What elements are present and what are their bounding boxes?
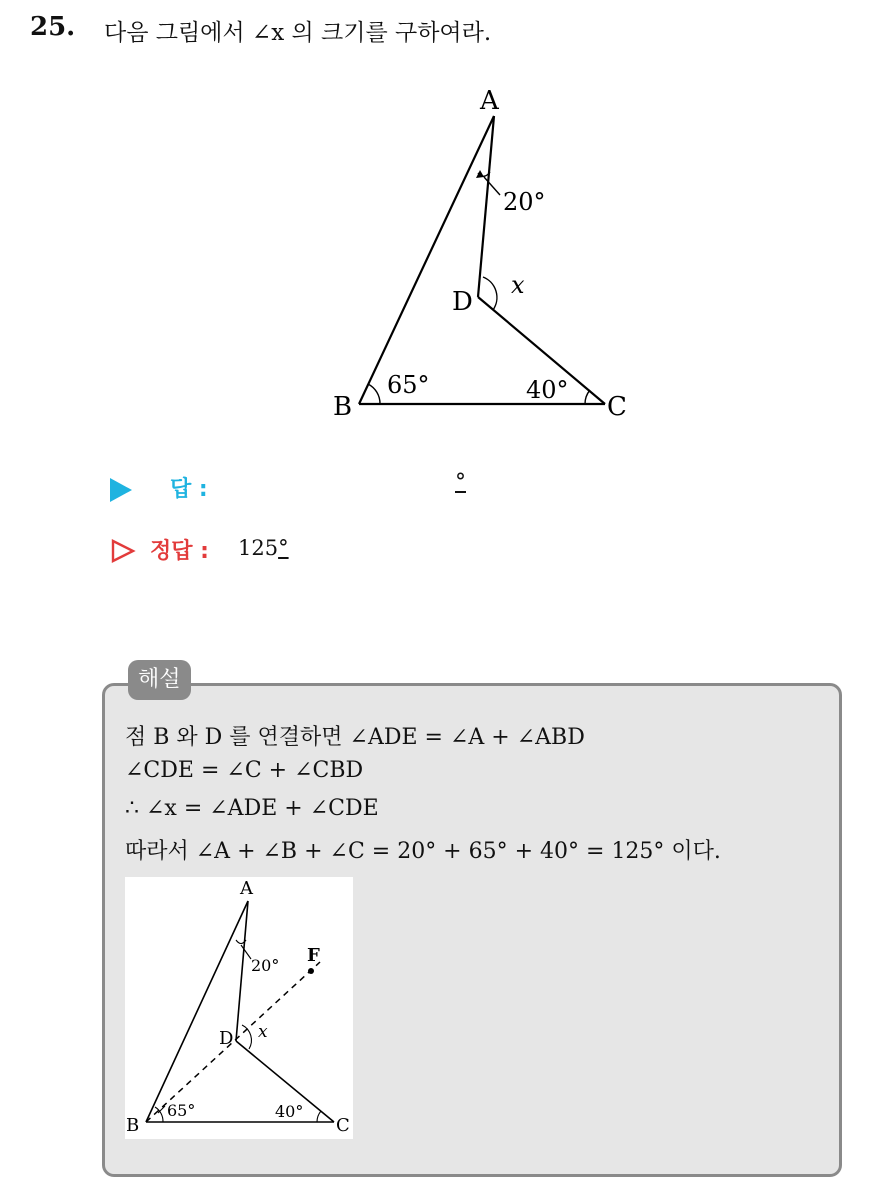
angle-arc-c	[585, 390, 590, 404]
small-angle-c-value: 40°	[275, 1102, 304, 1121]
explanation-tab: 해설	[128, 660, 191, 700]
small-label-d: D	[219, 1028, 234, 1049]
answer-row	[110, 470, 510, 510]
label-b: B	[333, 392, 353, 422]
explanation-line-4: 따라서 ∠A + ∠B + ∠C = 20° + 65° + 40° = 125° 이다.	[125, 839, 721, 864]
correct-answer-value: 125°	[238, 536, 289, 560]
angle-a-value: 20°	[503, 188, 546, 216]
triangle-figure	[300, 80, 660, 430]
label-c: C	[607, 392, 627, 422]
small-label-c: C	[336, 1115, 350, 1136]
angle-c-value: 40°	[526, 376, 569, 404]
small-angle-a-value: 20°	[251, 956, 280, 975]
angle-arc-d	[483, 277, 497, 310]
small-label-b: B	[126, 1115, 140, 1136]
question-text: 다음 그림에서 ∠x 의 크기를 구하여라.	[104, 20, 492, 46]
label-x: x	[511, 271, 525, 299]
correct-answer-label: 정답 :	[150, 539, 209, 564]
explanation-figure	[125, 877, 353, 1139]
outline-arrow-icon	[110, 538, 136, 564]
answer-input-blank[interactable]: °	[455, 470, 466, 495]
question-number: 25.	[30, 12, 76, 42]
explanation-line-2: ∠CDE = ∠C + ∠CBD	[125, 758, 364, 783]
answer-label: 답 :	[170, 477, 208, 502]
small-label-f: F	[307, 945, 320, 966]
angle-arc-b	[368, 384, 380, 404]
correct-answer-row	[110, 532, 510, 572]
label-d: D	[452, 287, 473, 317]
small-angle-b-value: 65°	[167, 1101, 196, 1120]
point-f-dot	[308, 968, 314, 974]
angle-b-value: 65°	[387, 371, 430, 399]
small-label-x: x	[258, 1022, 268, 1042]
play-arrow-icon	[110, 478, 132, 502]
label-a: A	[480, 86, 499, 116]
explanation-line-1: 점 B 와 D 를 연결하면 ∠ADE = ∠A + ∠ABD	[125, 725, 585, 750]
segment-ab	[359, 116, 494, 404]
explanation-line-3: ∴ ∠x = ∠ADE + ∠CDE	[125, 796, 379, 821]
small-label-a: A	[240, 878, 253, 899]
